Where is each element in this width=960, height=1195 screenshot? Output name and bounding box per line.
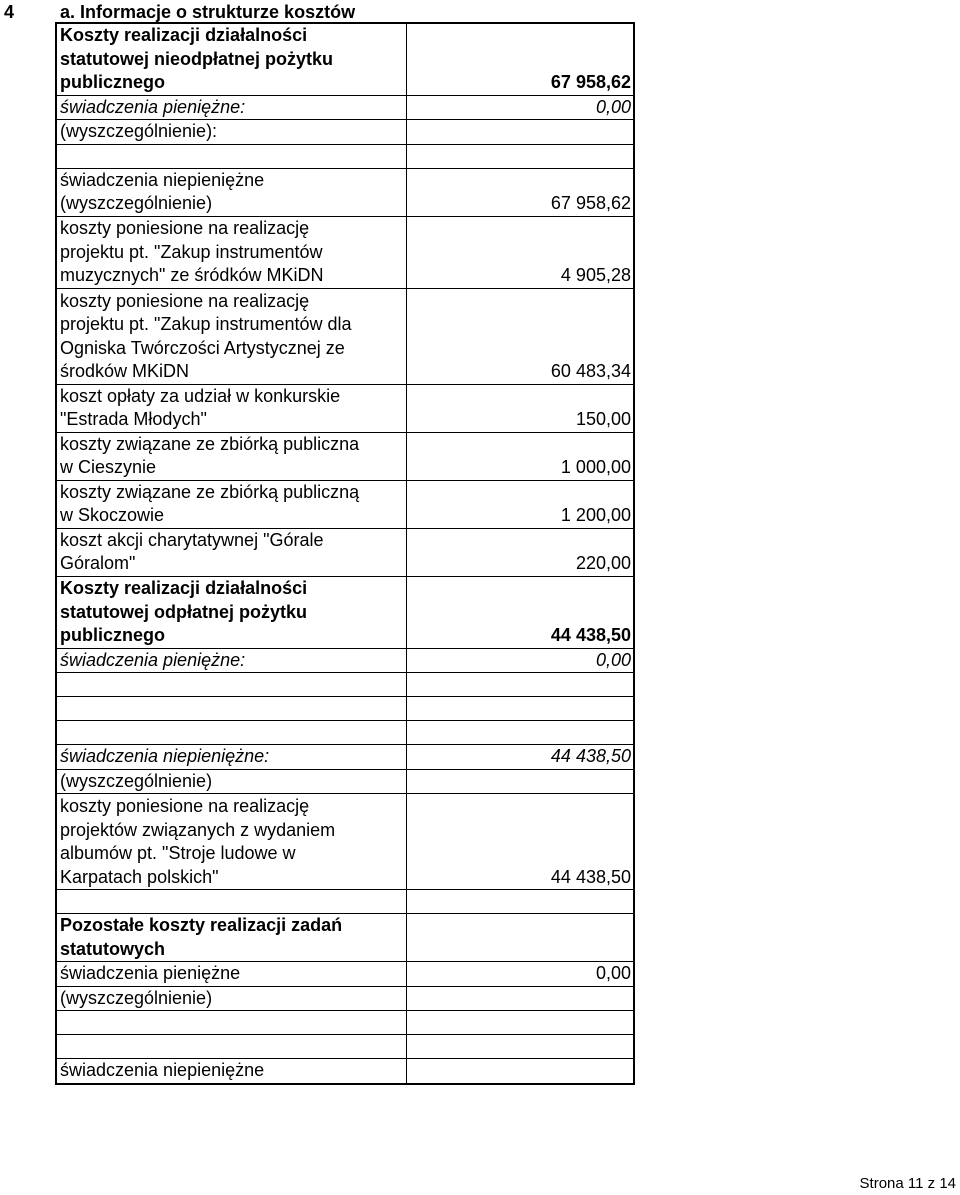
row-amount: [406, 1011, 634, 1035]
row-amount: 67 958,62: [406, 168, 634, 216]
table-row: [56, 576, 634, 648]
row-amount: 44 438,50: [406, 745, 634, 770]
row-amount: 1 000,00: [406, 432, 634, 480]
row-label: koszty poniesione na realizację projektów związanych z wydaniem albumów pt. "Stroje ludowe w Karpatach polskich": [56, 794, 406, 890]
row-label: świadczenia pieniężne:: [56, 648, 406, 673]
row-amount: [406, 721, 634, 745]
table-row: [56, 528, 634, 576]
row-amount: [406, 673, 634, 697]
row-amount: 67 958,62: [406, 23, 634, 95]
row-label: koszty poniesione na realizację projektu pt. "Zakup instrumentów dla Ogniska Twórczości Artystycznej ze środków MKiDN: [56, 288, 406, 384]
row-label: [56, 144, 406, 168]
row-label: (wyszczególnienie): [56, 769, 406, 794]
section-number: 4: [4, 2, 15, 22]
table-row: [56, 721, 634, 745]
row-amount: 44 438,50: [406, 794, 634, 890]
table-row: [56, 23, 634, 95]
row-label: Koszty realizacji działalności statutowej odpłatnej pożytku publicznego: [56, 576, 406, 648]
table-row: [56, 986, 634, 1011]
table-row: [56, 144, 634, 168]
row-amount: [406, 120, 634, 145]
row-label: świadczenia niepieniężne (wyszczególnienie): [56, 168, 406, 216]
cost-structure-table: [55, 22, 635, 1085]
table-row: [56, 1035, 634, 1059]
row-label: [56, 1035, 406, 1059]
table-row: [56, 1059, 634, 1084]
row-amount: 220,00: [406, 528, 634, 576]
row-label: [56, 673, 406, 697]
table-row: [56, 168, 634, 216]
table-row: [56, 673, 634, 697]
table-row: [56, 914, 634, 962]
row-amount: [406, 1059, 634, 1084]
row-label: Pozostałe koszty realizacji zadań statutowych: [56, 914, 406, 962]
page-number: Strona 11 z 14: [859, 1175, 956, 1192]
row-label: koszt opłaty za udział w konkurskie "Estrada Młodych": [56, 384, 406, 432]
table-row: [56, 745, 634, 770]
row-label: (wyszczególnienie): [56, 986, 406, 1011]
table-row: [56, 962, 634, 987]
row-label: świadczenia pieniężne:: [56, 95, 406, 120]
row-label: [56, 697, 406, 721]
table-row: [56, 480, 634, 528]
row-amount: 0,00: [406, 962, 634, 987]
table-row: [56, 384, 634, 432]
table-row: [56, 890, 634, 914]
table-row: [56, 648, 634, 673]
table-row: [56, 769, 634, 794]
row-amount: 150,00: [406, 384, 634, 432]
row-amount: [406, 144, 634, 168]
row-label: koszt akcji charytatywnej "Górale Góralom": [56, 528, 406, 576]
row-amount: [406, 1035, 634, 1059]
table-row: [56, 794, 634, 890]
row-amount: [406, 890, 634, 914]
row-amount: 0,00: [406, 95, 634, 120]
table-row: [56, 432, 634, 480]
row-label: koszty związane ze zbiórką publiczna w Cieszynie: [56, 432, 406, 480]
row-amount: 44 438,50: [406, 576, 634, 648]
row-amount: [406, 769, 634, 794]
row-label: świadczenia niepieniężne: [56, 1059, 406, 1084]
row-amount: 4 905,28: [406, 216, 634, 288]
row-amount: 1 200,00: [406, 480, 634, 528]
table-row: [56, 120, 634, 145]
table-row: [56, 216, 634, 288]
table-row: [56, 95, 634, 120]
row-amount: 60 483,34: [406, 288, 634, 384]
row-label: [56, 721, 406, 745]
row-amount: 0,00: [406, 648, 634, 673]
row-label: koszty poniesione na realizację projektu pt. "Zakup instrumentów muzycznych" ze śródków MKiDN: [56, 216, 406, 288]
row-label: świadczenia niepieniężne:: [56, 745, 406, 770]
row-amount: [406, 986, 634, 1011]
row-label: [56, 1011, 406, 1035]
row-label: koszty związane ze zbiórką publiczną w Skoczowie: [56, 480, 406, 528]
table-row: [56, 697, 634, 721]
table-row: [56, 1011, 634, 1035]
table-row: [56, 288, 634, 384]
row-amount: [406, 914, 634, 962]
row-label: (wyszczególnienie):: [56, 120, 406, 145]
row-label: świadczenia pieniężne: [56, 962, 406, 987]
row-amount: [406, 697, 634, 721]
row-label: [56, 890, 406, 914]
row-label: Koszty realizacji działalności statutowej nieodpłatnej pożytku publicznego: [56, 23, 406, 95]
section-title: a. Informacje o strukturze kosztów: [60, 2, 356, 22]
